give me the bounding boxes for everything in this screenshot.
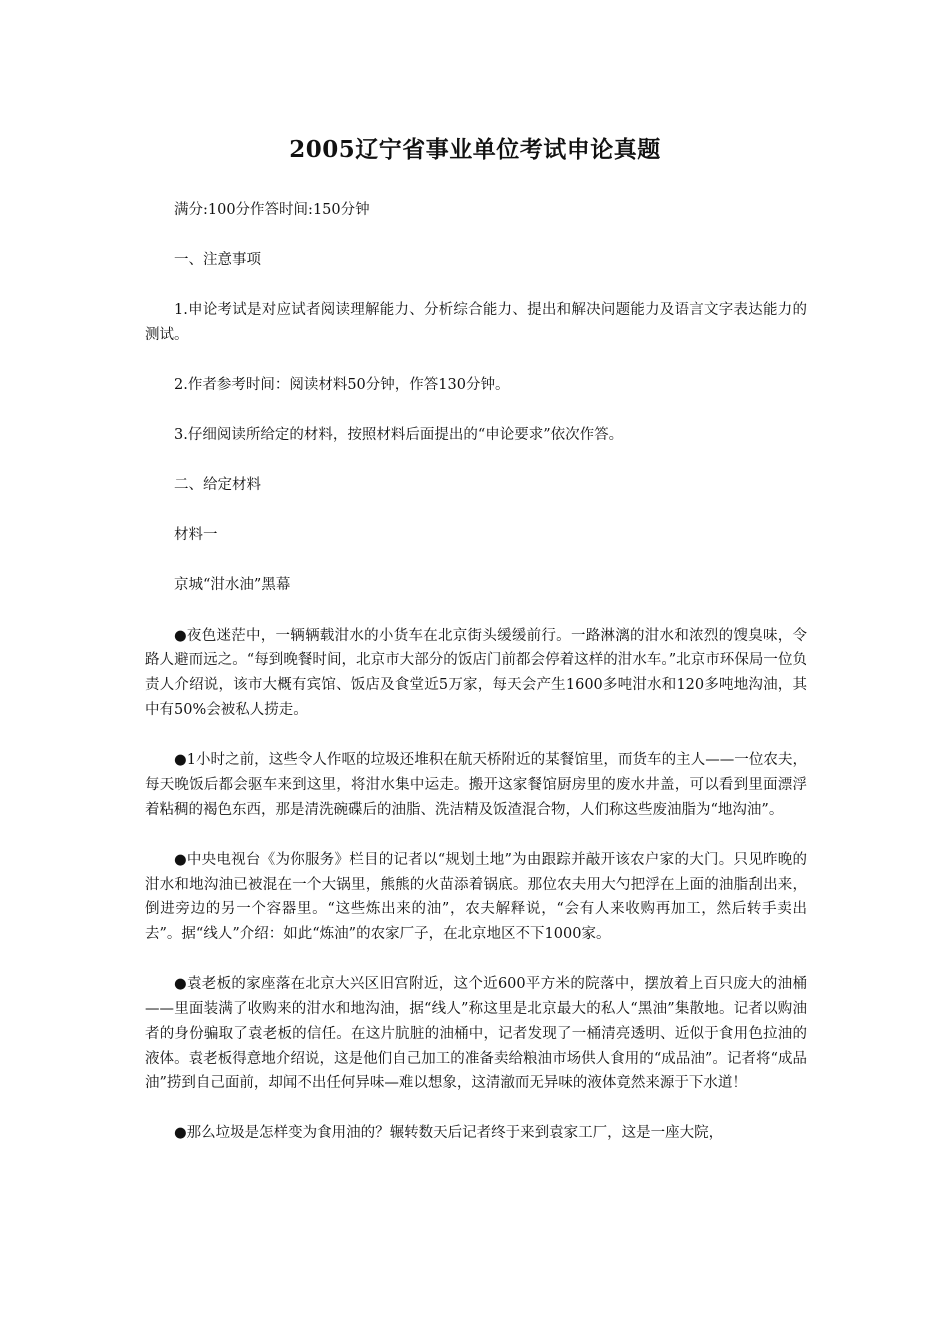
material-paragraph-4: ●袁老板的家座落在北京大兴区旧宫附近，这个近600平方米的院落中，摆放着上百只庞大的油桶——里面装满了收购来的泔水和地沟油，据“线人”称这里是北京最大的私人“黑油”集散地。记者以购油者的身份骗取了袁老板的信任。在这片肮脏的油桶中，记者发现了一桶清亮透明、近似于食用色拉油的液体。袁老板得意地介绍说，这是他们自己加工的准备卖给粮油市场供人食用的“成品油”。记者将“成品油”捞到自己面前，却闻不出任何异味—难以想象，这清澈而无异味的液体竟然来源于下水道！ — [145, 976, 807, 1092]
note-item-2: 2.作者参考时间：阅读材料50分钟，作答130分钟。 — [174, 377, 510, 394]
material-label: 材料一 — [174, 527, 218, 544]
document-body — [145, 198, 807, 1146]
exam-info-line: 满分:100分作答时间:150分钟 — [174, 202, 370, 218]
note-item-1: 1.申论考试是对应试者阅读理解能力、分析综合能力、提出和解决问题能力及语言文字表达能力的测试。 — [145, 302, 807, 343]
material-paragraph-1: ●夜色迷茫中，一辆辆载泔水的小货车在北京街头缓缓前行。一路淋漓的泔水和浓烈的馊臭味，令路人避而远之。“每到晚餐时间，北京市大部分的饭店门前都会停着这样的泔水车。”北京市环保局一位负责人介绍说，该市大概有宾馆、饭店及食堂近5万家，每天会产生1600多吨泔水和120多吨地沟油，其中有50%会被私人捞走。 — [145, 627, 807, 718]
section-heading-materials: 二、给定材料 — [174, 477, 261, 494]
material-headline: 京城“泔水油”黑幕 — [174, 577, 291, 594]
note-item-3: 3.仔细阅读所给定的材料，按照材料后面提出的“申论要求”依次作答。 — [174, 427, 624, 444]
material-paragraph-5: ●那么垃圾是怎样变为食用油的？辗转数天后记者终于来到袁家工厂，这是一座大院， — [174, 1125, 724, 1142]
document-title: 2005辽宁省事业单位考试申论真题 — [289, 136, 661, 163]
section-heading-notes: 一、注意事项 — [174, 252, 261, 269]
material-paragraph-3: ●中央电视台《为你服务》栏目的记者以“规划土地”为由跟踪并敲开该农户家的大门。只见昨晚的泔水和地沟油已被混在一个大锅里，熊熊的火苗添着锅底。那位农夫用大勺把浮在上面的油脂刮出来，倒进旁边的另一个容器里。“这些炼出来的油”，农夫解释说，“会有人来收购再加工，然后转手卖出去”。据“线人”介绍：如此“炼油”的农家厂子，在北京地区不下1000家。 — [145, 851, 807, 943]
material-paragraph-2: ●1小时之前，这些令人作呕的垃圾还堆积在航天桥附近的某餐馆里，而货车的主人——一位农夫，每天晚饭后都会驱车来到这里，将泔水集中运走。搬开这家餐馆厨房里的废水井盖，可以看到里面漂浮着粘稠的褐色东西，那是清洗碗碟后的油脂、洗洁精及饭渣混合物，人们称这些废油脂为“地沟油”。 — [145, 752, 807, 818]
